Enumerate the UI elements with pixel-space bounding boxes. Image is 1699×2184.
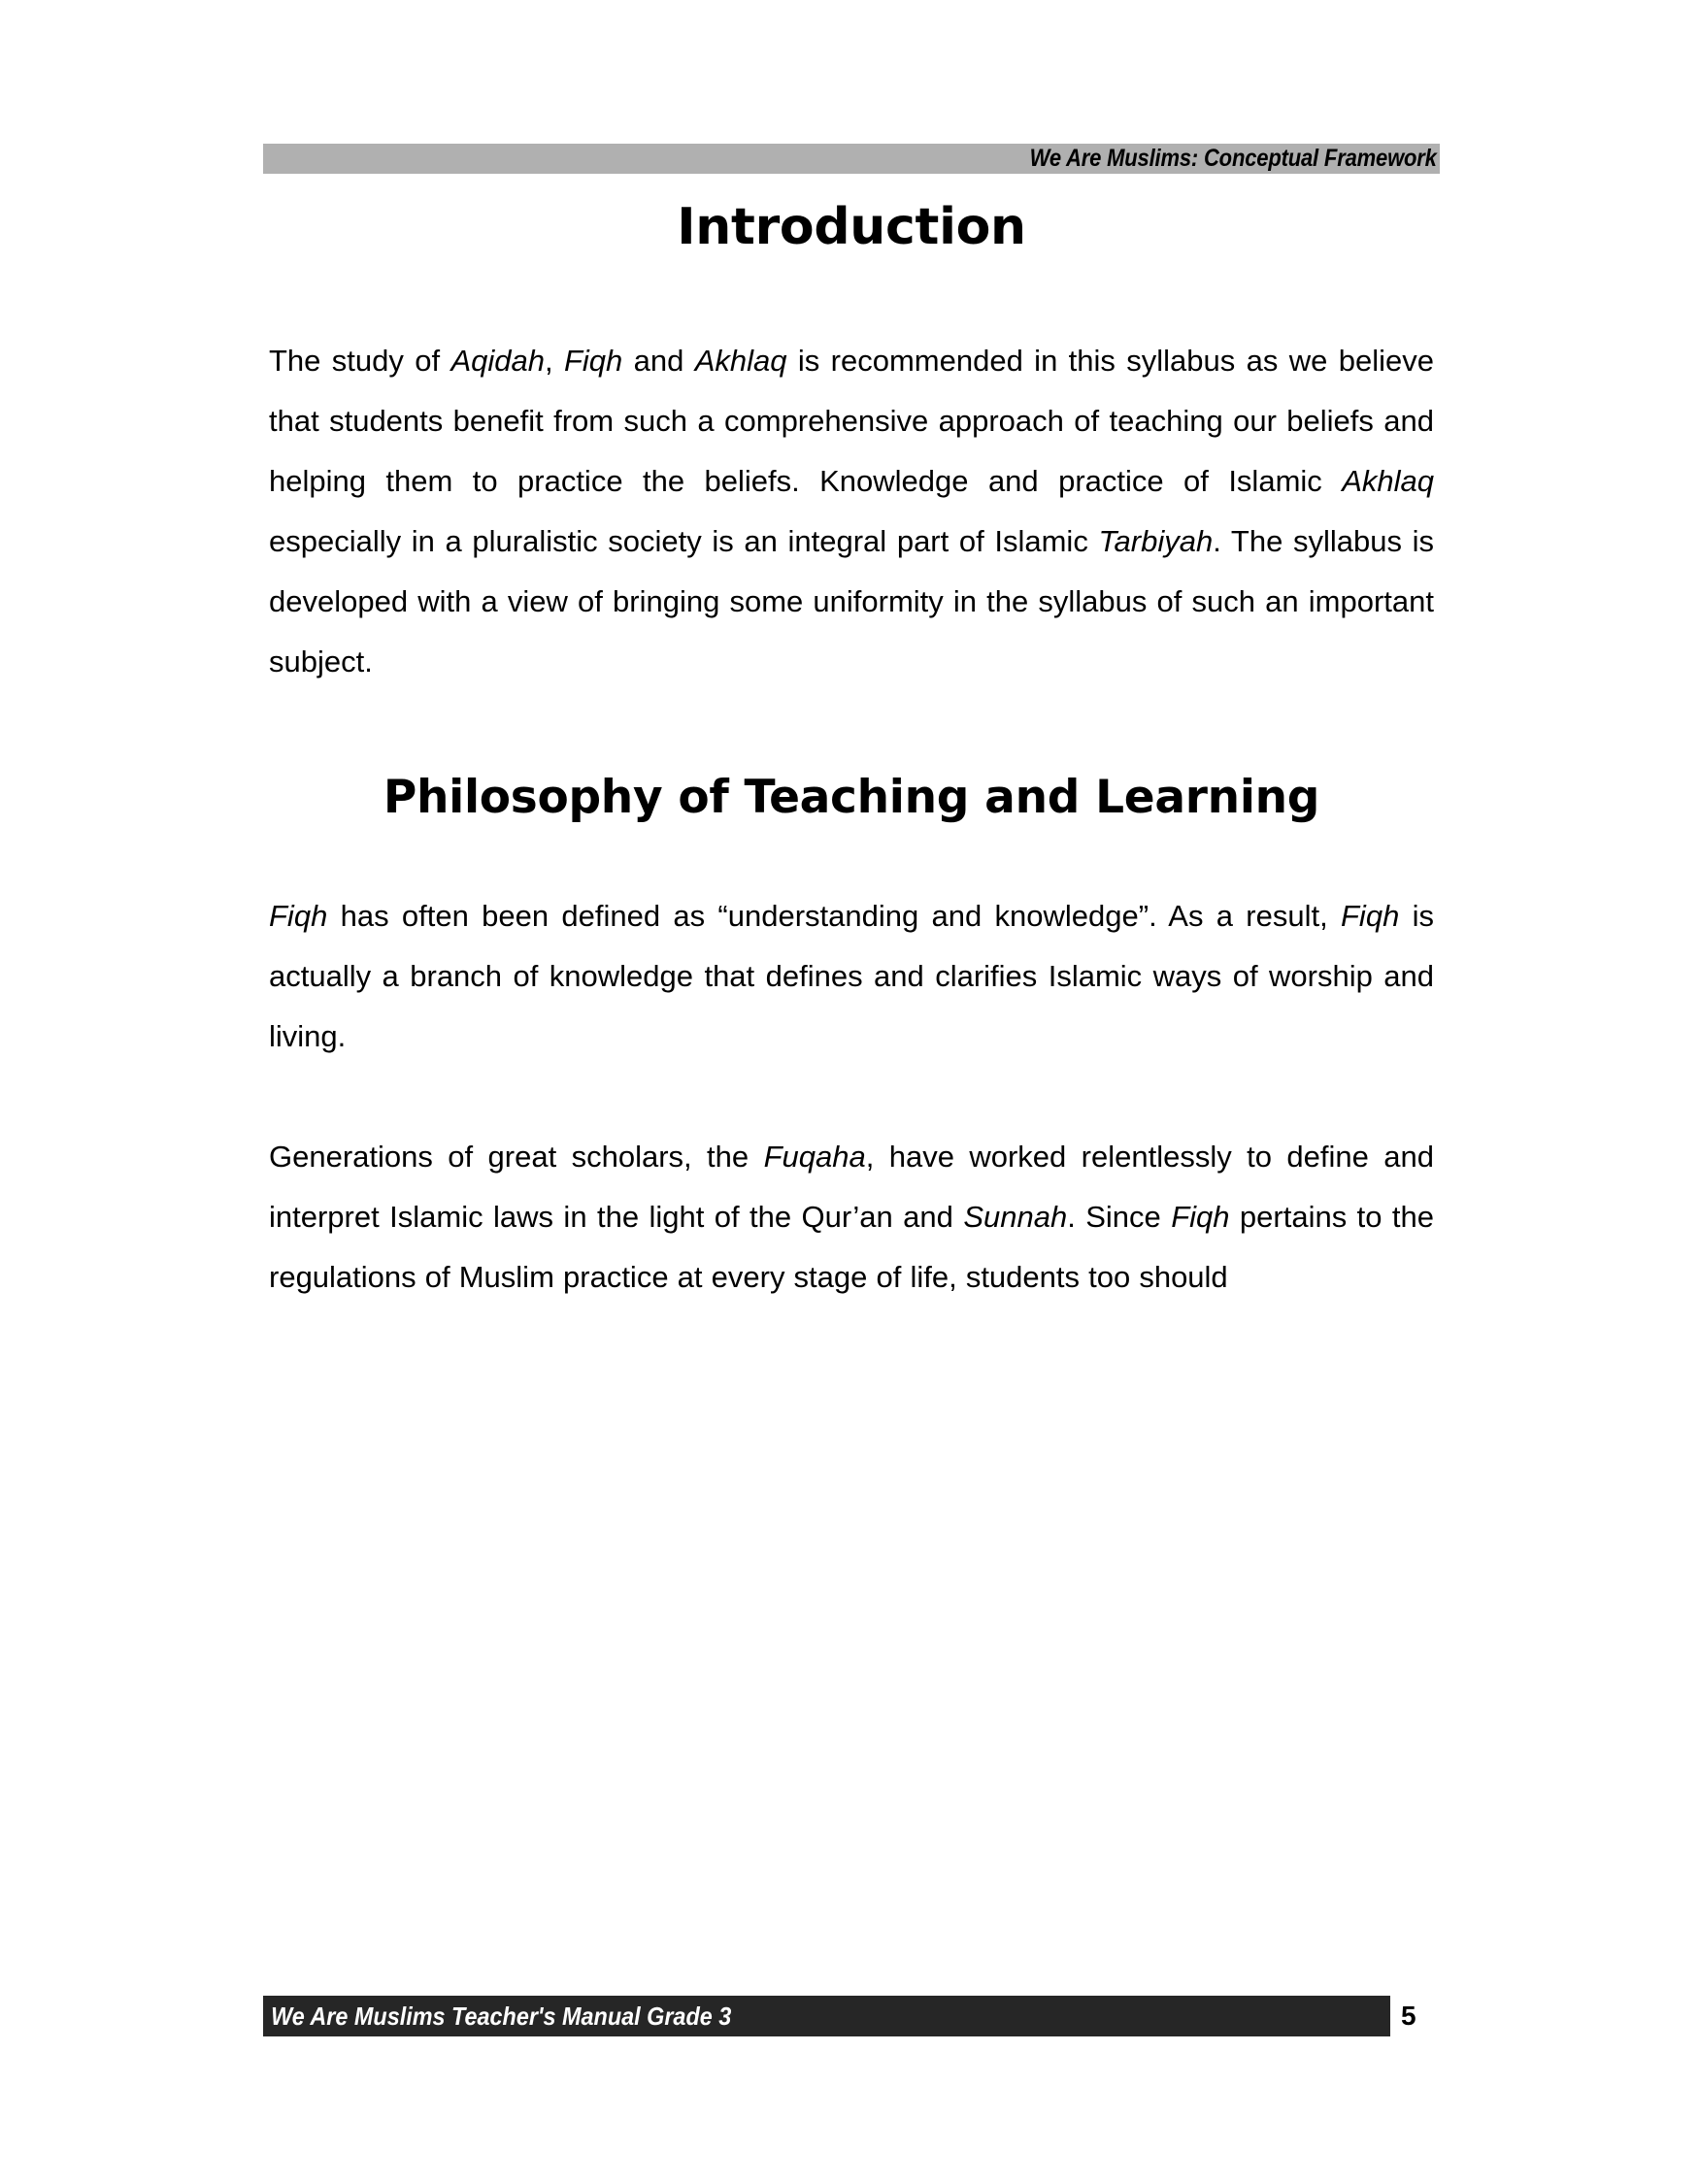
spacer-after-section-title bbox=[269, 824, 1434, 886]
page-content bbox=[269, 199, 1434, 1307]
text-run: pertains to the regulations of Muslim practice at every stage of life, students too should bbox=[269, 1199, 1434, 1294]
spacer-after-title bbox=[269, 257, 1434, 331]
spacer-between-paragraphs bbox=[269, 1067, 1434, 1127]
text-run: The study of bbox=[269, 343, 451, 378]
text-run: . The syllabus is developed with a view of bringing some uniformity in the syllabus of such an important subject. bbox=[269, 523, 1435, 678]
term-sunnah: Sunnah bbox=[963, 1199, 1068, 1234]
running-header-text: We Are Muslims: Conceptual Framework bbox=[1029, 145, 1437, 172]
term-fiqh: Fiqh bbox=[269, 898, 328, 933]
term-fuqaha: Fuqaha bbox=[763, 1139, 866, 1174]
running-header bbox=[263, 144, 1440, 174]
text-run: has often been defined as “understanding and knowledge”. As a result, bbox=[327, 898, 1341, 933]
term-akhlaq-2: Akhlaq bbox=[1342, 463, 1434, 498]
text-run: is recommended in this syllabus as we believe that students benefit from such a comprehensive approach of teaching our beliefs and helping them to practice the beliefs. Knowledge and practice of Islamic bbox=[269, 343, 1434, 498]
paragraph-introduction bbox=[269, 331, 1434, 692]
section-title-philosophy: Philosophy of Teaching and Learning bbox=[383, 770, 1320, 824]
text-run: and bbox=[622, 343, 695, 378]
page-number: 5 bbox=[1401, 2001, 1416, 2031]
term-tarbiyah: Tarbiyah bbox=[1098, 523, 1214, 558]
spacer-before-section-title bbox=[269, 692, 1434, 772]
text-run: , have worked relentlessly to define and interpret Islamic laws in the light of the Qur’an and bbox=[269, 1139, 1434, 1234]
running-footer-text: We Are Muslims Teacher's Manual Grade 3 bbox=[271, 2002, 732, 2031]
term-aqidah: Aqidah bbox=[450, 343, 545, 378]
text-run: . Since bbox=[1067, 1199, 1172, 1234]
term-akhlaq: Akhlaq bbox=[694, 343, 787, 378]
text-run: especially in a pluralistic society is an integral part of Islamic bbox=[269, 523, 1099, 558]
term-fiqh-3: Fiqh bbox=[1171, 1199, 1230, 1234]
text-run: , bbox=[545, 343, 564, 378]
term-fiqh: Fiqh bbox=[563, 343, 623, 378]
paragraph-fiqh-definition bbox=[269, 886, 1434, 1067]
paragraph-fuqaha bbox=[269, 1127, 1434, 1307]
term-fiqh-2: Fiqh bbox=[1341, 898, 1400, 933]
text-run: Generations of great scholars, the bbox=[269, 1139, 764, 1174]
running-footer bbox=[263, 1996, 1390, 2036]
text-run: is actually a branch of knowledge that defines and clarifies Islamic ways of worship and living. bbox=[269, 898, 1434, 1053]
page-title: Introduction bbox=[677, 198, 1026, 256]
